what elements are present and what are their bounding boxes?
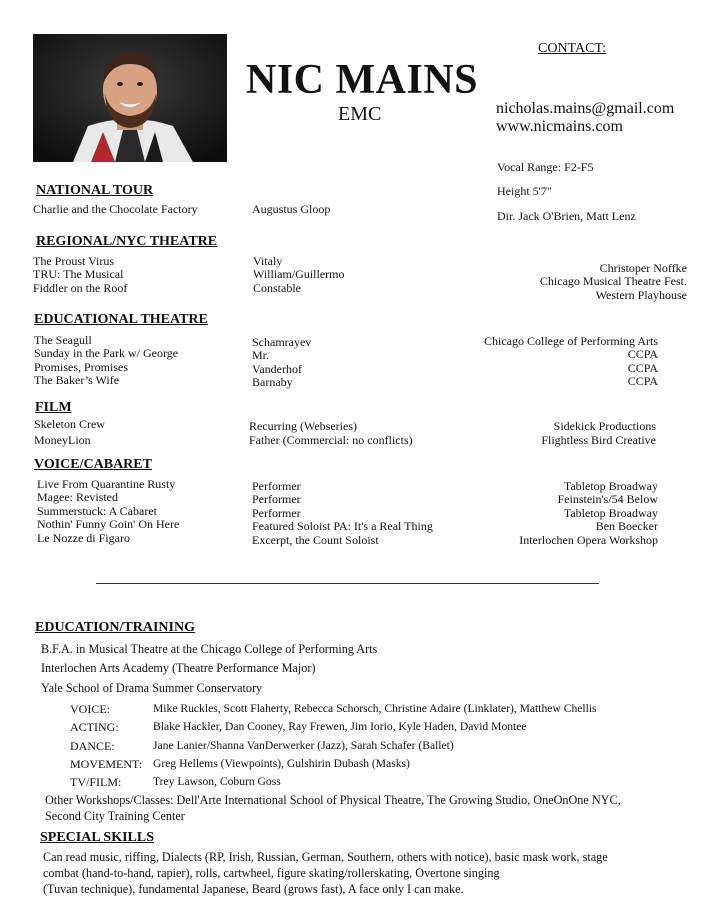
credit-role: Performer [252,492,301,507]
credit-role: Constable [253,280,301,295]
credit-shows-column [34,417,105,448]
credit-venue: Interlochen Opera Workshop [519,532,658,547]
training-value-voice: Mike Ruckles, Scott Flaherty, Rebecca Schorsch, Christine Adaire (Linklater), Matthew Chellis [153,702,597,715]
skills-line: Can read music, riffing, Dialects (RP, Irish, Russian, German, Southern, others with notice), basic mask work, stage [43,850,608,864]
education-line: Yale School of Drama Summer Conservatory [41,681,263,695]
credit-role: Vanderhof [252,361,302,376]
workshops-line: Other Workshops/Classes: Dell'Arte International School of Physical Theatre, The Growing Studio, OneOnOne NYC, [45,793,621,807]
credit-show: Charlie and the Chocolate Factory [33,202,198,216]
credit-roles-column [252,336,311,390]
credit-show: Live From Quarantine Rusty [37,477,176,491]
credit-venues-column [484,335,658,389]
credit-venue: Tabletop Broadway [563,505,658,520]
section-heading-regional: REGIONAL/NYC THEATRE [36,234,218,249]
training-value-dance: Jane Lanier/Shanna VanDerwerker (Jazz), Sarah Schafer (Ballet) [153,739,454,752]
credit-role: Schamrayev [252,335,312,349]
headshot-photo [33,34,227,162]
credit-venue: Western Playhouse [595,287,687,302]
credit-show: Fiddler on the Roof [33,280,128,295]
credit-venue: Tabletop Broadway [563,479,658,493]
credit-venues-column [541,419,656,447]
credit-venue: CCPA [627,360,658,375]
section-heading-special-skills: SPECIAL SKILLS [40,830,154,845]
credit-show: The Baker’s Wife [34,373,120,388]
credit-show: MoneyLion [34,432,91,447]
credit-venue: CCPA [627,347,658,362]
contact-heading: CONTACT: [538,41,607,56]
contact-website[interactable]: www.nicmains.com [496,118,623,135]
education-line: B.F.A. in Musical Theatre at the Chicago College of Performing Arts [41,642,378,656]
section-heading-national-tour: NATIONAL TOUR [36,183,154,198]
height: Height 5'7" [497,184,552,198]
credit-role: Barnaby [252,375,293,390]
training-label-movement: MOVEMENT: [70,757,143,771]
credit-venue: Christoper Noffke [599,261,687,275]
credit-venues-column [540,262,687,302]
credit-role: Recurring (Webseries) [249,419,357,433]
credit-venue: Chicago College of Performing Arts [484,334,658,348]
training-value-movement: Greg Hellems (Viewpoints), Gulshirin Dubash (Masks) [153,757,410,770]
section-heading-education: EDUCATION/TRAINING [35,620,195,635]
credit-role: Performer [252,479,301,493]
credit-roles-column [253,255,345,295]
training-label-acting: ACTING: [70,720,119,734]
credit-role: Featured Soloist PA: It's a Real Thing [252,519,433,534]
credit-shows-column [33,255,127,295]
section-heading-film: FILM [35,400,72,415]
credit-role: Father (Commercial: no conflicts) [249,433,413,447]
credit-venues-column [519,480,658,547]
credit-show: Skeleton Crew [34,417,105,431]
credit-role: Excerpt, the Count Soloist [252,532,379,547]
training-value-acting: Blake Hackler, Dan Cooney, Ray Frewen, Jim Iorio, Kyle Haden, David Montee [153,720,527,733]
credit-role: William/Guillermo [253,267,345,282]
credit-venue: CCPA [627,374,658,389]
credit-venue: Sidekick Productions [553,419,656,433]
credit-roles-column [249,419,413,447]
credit-venue: Feinstein's/54 Below [557,492,658,507]
education-line: Interlochen Arts Academy (Theatre Performance Major) [41,661,316,675]
credit-role: Vitaly [253,254,283,268]
training-label-tv-film: TV/FILM: [70,775,122,789]
credit-show: Summerstuck: A Cabaret [37,503,157,518]
actor-name: NIC MAINS [246,57,479,103]
headshot-illustration [33,34,227,162]
workshops-line: Second City Training Center [45,809,185,823]
credit-shows-column [34,334,178,388]
credit-shows-column [37,478,179,545]
training-label-voice: VOICE: [70,702,110,716]
credit-show: Sunday in the Park w/ George [34,346,179,361]
credit-show: TRU: The Musical [33,267,124,282]
credit-show: Le Nozze di Figaro [37,530,130,545]
training-value-tv-film: Trey Lawson, Coburn Goss [153,775,281,788]
section-divider [96,583,599,584]
section-heading-educational: EDUCATIONAL THEATRE [34,312,208,327]
credit-role: Mr. [252,348,270,363]
skills-line: combat (hand-to-hand, rapier), rolls, cartwheel, figure skating/rollerskating, Overtone singing [43,866,500,880]
vocal-range: Vocal Range: F2-F5 [497,160,594,174]
director-credit: Dir. Jack O'Brien, Matt Lenz [497,209,636,223]
contact-email[interactable]: nicholas.mains@gmail.com [496,100,675,117]
credit-show: The Seagull [34,333,92,347]
training-label-dance: DANCE: [70,739,115,753]
credit-show: The Proust Virus [33,254,115,268]
credit-show: Nothin' Funny Goin' On Here [37,517,180,532]
credit-venue: Flightless Bird Creative [541,433,656,447]
union-status: EMC [338,103,382,125]
credit-venue: Ben Boecker [595,519,658,534]
credit-venue: Chicago Musical Theatre Fest. [539,274,687,289]
credit-roles-column [252,480,433,547]
credit-role: Performer [252,505,301,520]
skills-line: (Tuvan technique), fundamental Japanese, Beard (grows fast), A face only I can make. [43,882,464,896]
section-heading-voice-cabaret: VOICE/CABARET [34,457,152,472]
credit-role: Augustus Gloop [252,202,331,216]
credit-show: Promises, Promises [34,359,129,374]
credit-show: Magee: Revisted [37,490,118,505]
